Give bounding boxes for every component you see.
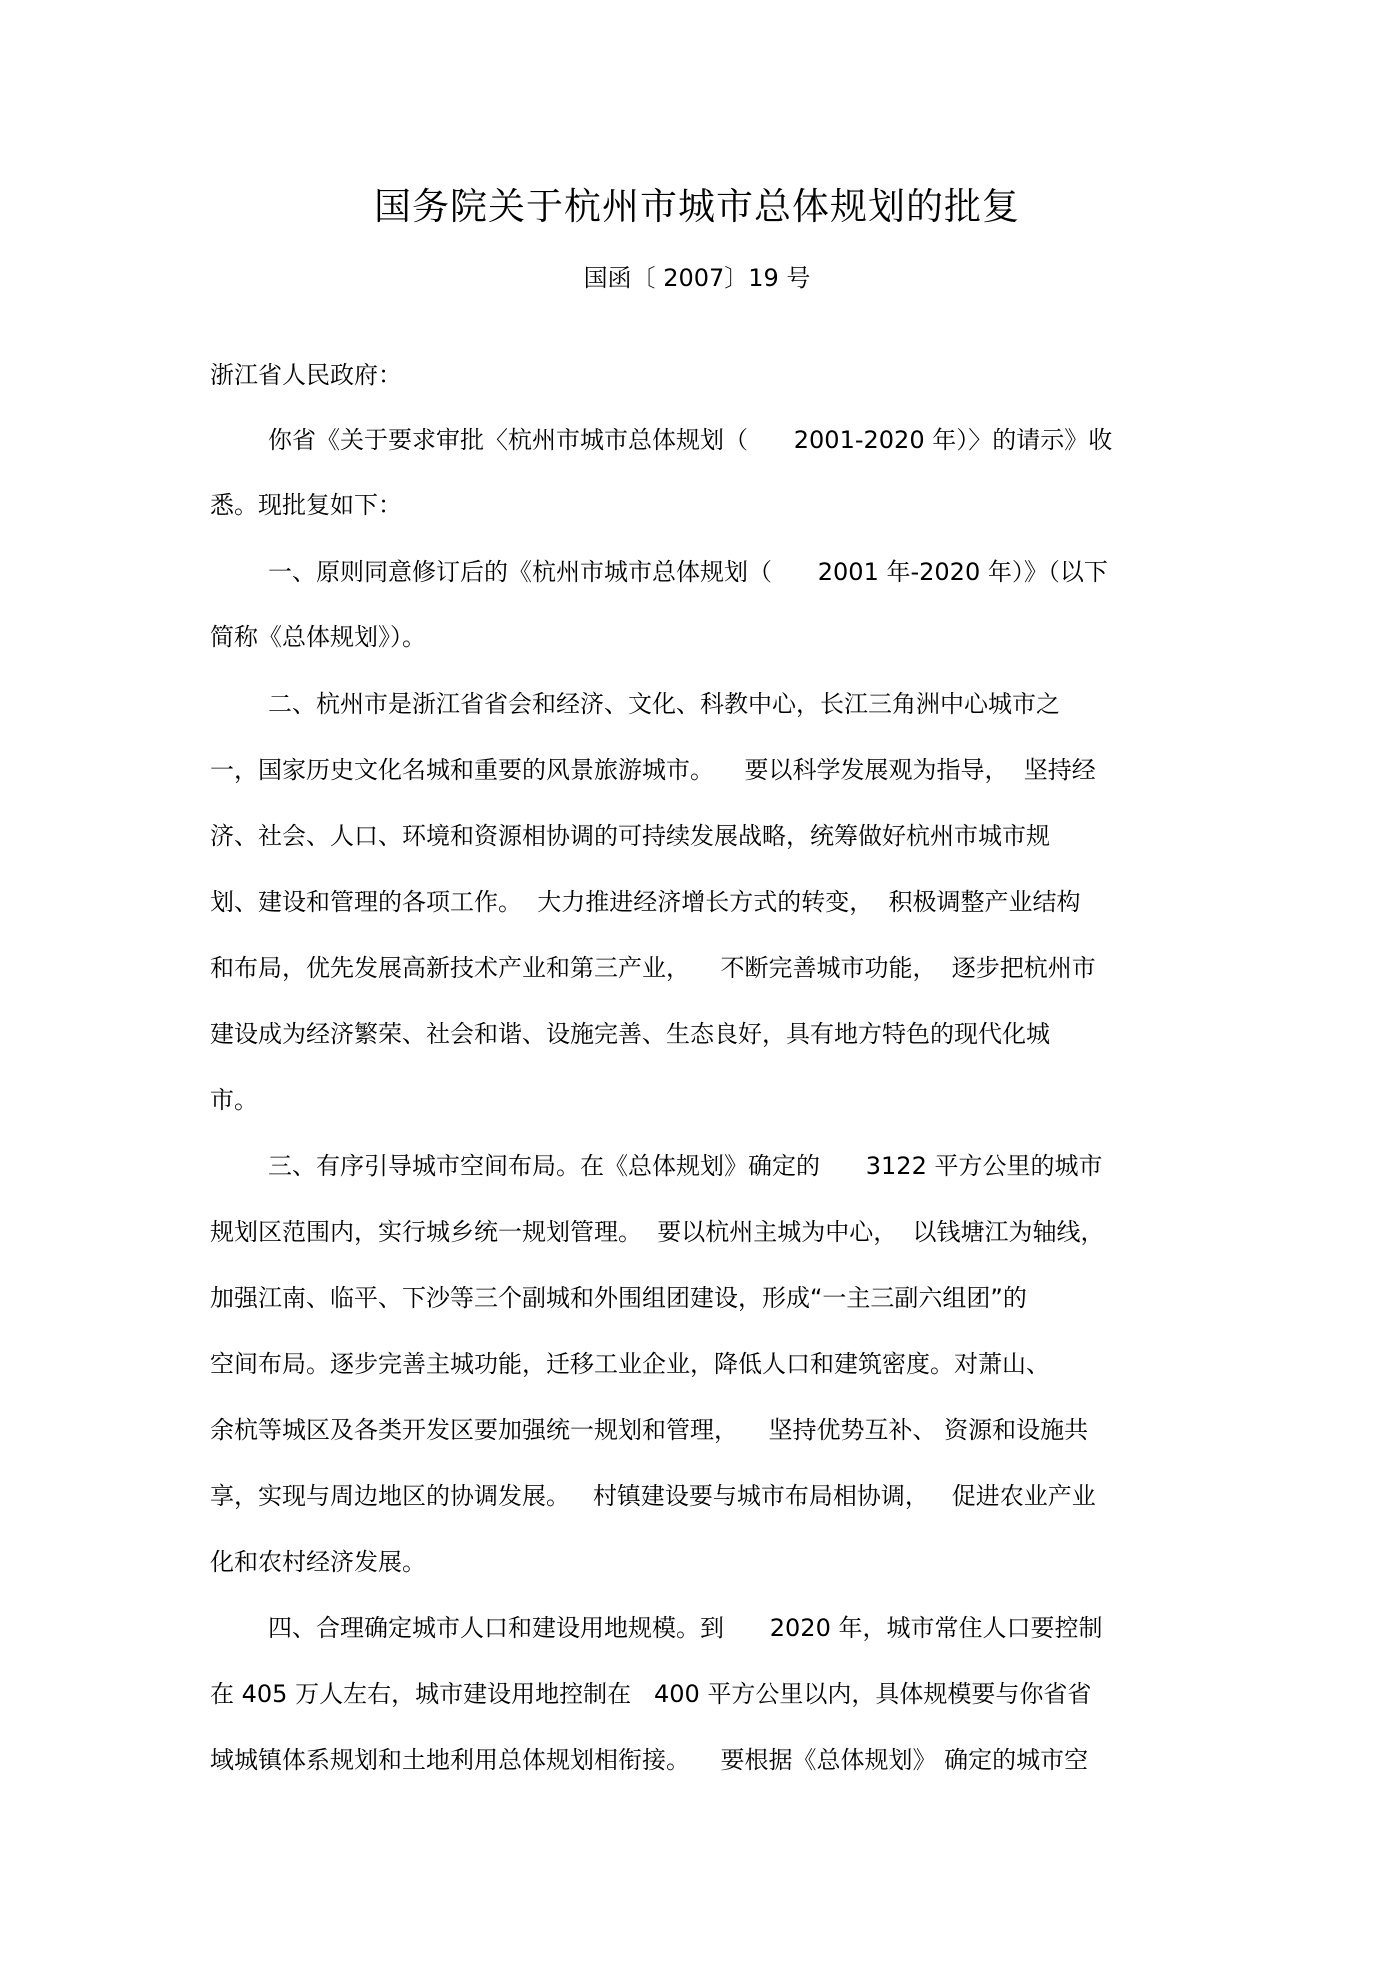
paragraph-line: 规划区范围内，实行城乡统一规划管理。 要以杭州主城为中心， 以钱塘江为轴线， [210, 1218, 1105, 1246]
paragraph-line: 悉。现批复如下： [210, 491, 402, 519]
paragraph-line: 三、有序引导城市空间布局。在《总体规划》确定的 3122 平方公里的城市 [268, 1152, 1103, 1180]
document-title: 国务院关于杭州市城市总体规划的批复 [374, 185, 1020, 228]
paragraph-line: 市。 [210, 1086, 258, 1114]
paragraph-line: 化和农村经济发展。 [210, 1548, 426, 1576]
paragraph-line: 划、建设和管理的各项工作。 大力推进经济增长方式的转变， 积极调整产业结构 [210, 888, 1081, 916]
paragraph-line: 域城镇体系规划和土地利用总体规划相衔接。 要根据《总体规划》 确定的城市空 [210, 1746, 1089, 1774]
paragraph-line: 你省《关于要求审批〈杭州市城市总体规划（ 2001-2020 年）〉的请示》收 [268, 426, 1113, 454]
paragraph-line: 四、合理确定城市人口和建设用地规模。到 2020 年，城市常住人口要控制 [268, 1614, 1103, 1642]
paragraph-line: 空间布局。逐步完善主城功能，迁移工业企业，降低人口和建筑密度。对萧山、 [210, 1350, 1050, 1378]
paragraph-line: 在 405 万人左右，城市建设用地控制在 400 平方公里以内，具体规模要与你省省 [210, 1680, 1092, 1708]
salutation-line: 浙江省人民政府： [210, 361, 402, 389]
paragraph-line: 建设成为经济繁荣、社会和谐、设施完善、生态良好，具有地方特色的现代化城 [210, 1020, 1050, 1048]
paragraph-line: 济、社会、人口、环境和资源相协调的可持续发展战略，统筹做好杭州市城市规 [210, 822, 1050, 850]
paragraph-line: 和布局，优先发展高新技术产业和第三产业， 不断完善城市功能， 逐步把杭州市 [210, 954, 1096, 982]
paragraph-line: 一、原则同意修订后的《杭州市城市总体规划（ 2001 年-2020 年）》（以下 [268, 558, 1108, 586]
paragraph-line: 二、杭州市是浙江省省会和经济、文化、科教中心，长江三角洲中心城市之 [268, 690, 1060, 718]
paragraph-line: 简称《总体规划》）。 [210, 623, 426, 651]
paragraph-line: 余杭等城区及各类开发区要加强统一规划和管理， 坚持优势互补、 资源和设施共 [210, 1416, 1089, 1444]
paragraph-line: 一，国家历史文化名城和重要的风景旅游城市。 要以科学发展观为指导， 坚持经 [210, 756, 1096, 784]
paragraph-line: 享，实现与周边地区的协调发展。 村镇建设要与城市布局相协调， 促进农业产业 [210, 1482, 1096, 1510]
document-number: 国函〔 2007〕19 号 [583, 264, 811, 292]
paragraph-line: 加强江南、临平、下沙等三个副城和外围组团建设，形成“一主三副六组团”的 [210, 1284, 1027, 1312]
